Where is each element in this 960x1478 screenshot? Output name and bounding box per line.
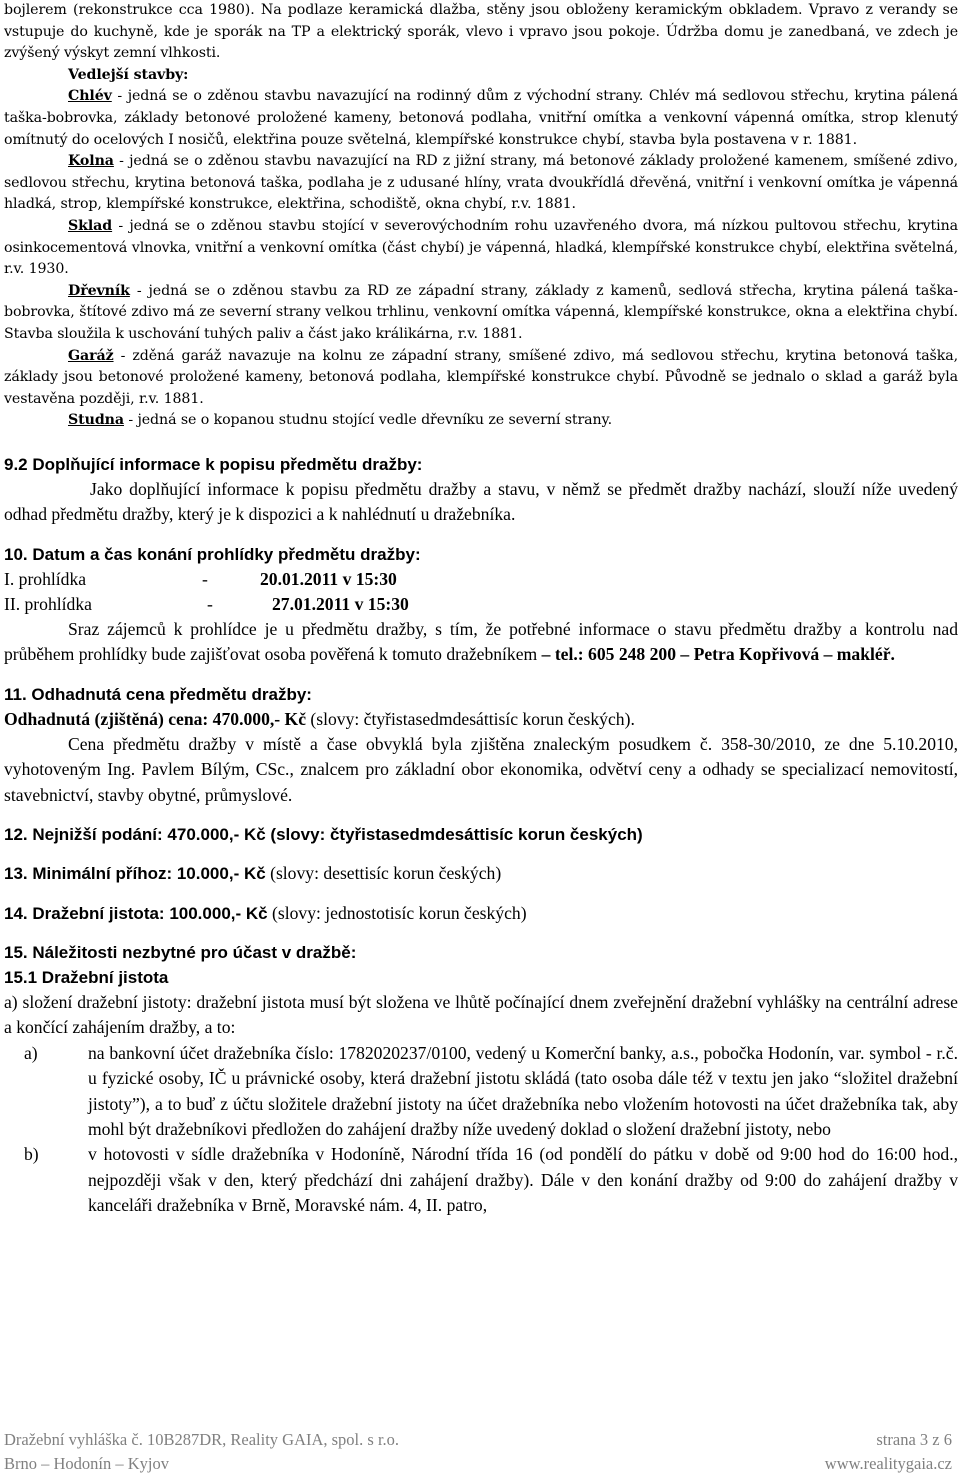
drevnik-paragraph: Dřevník - jedná se o zděnou stavbu za RD ze západní strany, základy z kamenů, sedlová střecha, krytina pálená taška-bobrovka, štítové zdivo má ze severní strany velkou trhlinu, venkovní omítka vápenná, klempířské konstrukce, okna a elektřina chybí. Stavba sloužila k uschování tuhých paliv a část jako králikárna, r.v. 1881. xyxy=(4,282,958,342)
page-number: strana 3 z 6 xyxy=(876,1430,952,1449)
sklad-label: Sklad xyxy=(68,217,113,234)
section-11-text: Cena předmětu dražby v místě a čase obvyklá byla zjištěna znaleckým posudkem č. 358-30/2010, ze dne 5.10.2010, vyhotoveným Ing. Pavlem Bílým, CSc., znalcem pro základní obor ekonomika, odvětví ceny a odhady se specializací nemovitostí, stavebnictví, stavby obytné, průmyslové. xyxy=(4,733,958,805)
section-9-2-heading: 9.2 Doplňující informace k popisu předmětu dražby: xyxy=(4,454,423,474)
contact-line: – tel.: 605 248 200 – Petra Kopřivová – makléř. xyxy=(541,644,895,665)
list-item: b) v hotovosti v sídle dražebníka v Hodoníně, Národní třída 16 (od pondělí do pátku v době od 9:00 hod do 16:00 hod., nejpozději však v den, který předchází dni zahájení dražby). Dále v den konání dražby od 9:00 do zahájení dražby v kanceláři dražebníka v Brně, Moravské nám. 4, II. patro, xyxy=(24,1144,958,1216)
list-marker: a) xyxy=(24,1042,38,1063)
document-page xyxy=(4,0,958,1219)
chlev-paragraph: Chlév - jedná se o zděnou stavbu navazující na rodinný dům z východní strany. Chlév má sedlovou střechu, krytina pálená taška-bobrovka, základy betonové proložené kameny, betonová podlaha, vnitřní omítka a venkovní vápenná omítka, strop klenutý omítnutý do ocelových I nosičů, elektřina pouze světelná, klempířské konstrukce chybí, stavba byla postavena v r. 1881. xyxy=(4,88,958,148)
list-item: a) na bankovní účet dražebníka číslo: 1782020237/0100, vedený u Komerční banky, a.s., pobočka Hodonín, var. symbol - r.č. u fyzické osoby, IČ u právnické osoby, která dražební jistotu skládá (tato osoba dále též v textu jen jako “složitel dražební jistoty”), a to buď z účtu složitele dražební jistoty na účet dražebníka nebo vložením hotovosti na účet dražebníka tak, aby mohl být dražebníkovi předložen do zahájení dražby níže uvedený doklad o složení dražební jistoty, nebo xyxy=(24,1042,958,1139)
section-11-heading: 11. Odhadnutá cena předmětu dražby: xyxy=(4,684,312,704)
section-10-text: Sraz zájemců k prohlídce je u předmětu dražby, s tím, že potřebné informace o stavu předmětu dražby a kontrolu nad průběhem prohlídky bude zajišťovat osoba pověřená k tomuto dražebníkem – tel.: 605 248 200 – Petra Kopřivová – makléř. xyxy=(4,618,958,665)
footer-website: www.realitygaia.cz xyxy=(824,1454,952,1473)
vedlejsi-heading: Vedlejší stavby: xyxy=(68,66,189,83)
drevnik-label: Dřevník xyxy=(68,282,130,299)
section-9-2-text: Jako doplňující informace k popisu předmětu dražby a stavu, v němž se předmět dražby nachází, slouží níže uvedený odhad předmětu dražby, který je k dispozici a k nahlédnutí u dražebníka. xyxy=(4,478,958,525)
intro-paragraph: bojlerem (rekonstrukce cca 1980). Na podlaze keramická dlažba, stěny jsou obloženy keramickým obkladem. Vpravo z verandy se vstupuje do kuchyně, kde je sporák na TP a elektrický sporák, vlevo i vpravo jsou pokoje. Údržba domu je zanedbaná, ve zdech je zvýšený výskyt zemní vlhkosti. xyxy=(4,2,958,62)
studna-label: Studna xyxy=(68,412,124,429)
section-15-text: a) složení dražební jistoty: dražební jistota musí být složena ve lhůtě počínající dnem zveřejnění dražební vyhlášky na centrální adrese a končící zahájením dražby, a to: xyxy=(4,991,958,1038)
section-10-heading: 10. Datum a čas konání prohlídky předmětu dražby: xyxy=(4,544,421,564)
list-marker: b) xyxy=(24,1144,39,1165)
prohlidka-2-date: 27.01.2011 v 15:30 xyxy=(272,593,409,614)
footer-locations: Brno – Hodonín – Kyjov xyxy=(4,1454,169,1473)
prohlidka-2-row: II. prohlídka - 27.01.2011 v 15:30 xyxy=(4,592,958,617)
kolna-paragraph: Kolna - jedná se o zděnou stavbu navazující na RD z jižní strany, má betonové základy proložené kamenem, smíšené zdivo, sedlovou střechu, krytina betonová taška, podlaha je z udusané hlíny, vrata dvoukřídlá dřevěná, vnitřní i venkovní omítka je vápenná hladká, strop, klempířské konstrukce, elektřina, schodiště, okna chybí, r.v. 1881. xyxy=(4,153,958,213)
garaz-label: Garáž xyxy=(68,347,114,364)
prohlidka-1-row: I. prohlídka - 20.01.2011 v 15:30 xyxy=(4,567,958,592)
chlev-label: Chlév xyxy=(68,88,112,105)
prohlidka-1-date: 20.01.2011 v 15:30 xyxy=(260,568,397,589)
studna-paragraph: Studna - jedná se o kopanou studnu stojící vedle dřevníku ze severní strany. xyxy=(68,412,612,429)
section-14-line: 14. Dražební jistota: 100.000,- Kč (slovy: jednostotisíc korun českých) xyxy=(4,902,527,923)
section-13-line: 13. Minimální příhoz: 10.000,- Kč (slovy: desettisíc korun českých) xyxy=(4,863,502,884)
sklad-paragraph: Sklad - jedná se o zděnou stavbu stojící v severovýchodním rohu uzavřeného dvora, má nízkou pultovou střechu, krytina osinkocementová vlnovka, vnitřní a venkovní omítka (část chybí) je vápenná, hladká, klempířské konstrukce chybí, elektřina světelná, r.v. 1930. xyxy=(4,217,958,278)
section-12-line: 12. Nejnižší podání: 470.000,- Kč (slovy: čtyřistasedmdesáttisíc korun českých) xyxy=(4,825,643,845)
footer-doc-id: Dražební vyhláška č. 10B287DR, Reality GAIA, spol. s r.o. xyxy=(4,1430,400,1449)
garaz-paragraph: Garáž - zděná garáž navazuje na kolnu ze západní strany, smíšené zdivo, má sedlovou střechu, krytina betonová taška, základy jsou betonové proložené kameny, betonová podlaha, klempířské konstrukce chybí. Původně se jednalo o sklad a garáž byla vestavěna později, r.v. 1881. xyxy=(4,347,958,407)
kolna-label: Kolna xyxy=(68,153,114,170)
section-15-heading: 15. Náležitosti nezbytné pro účast v dražbě: xyxy=(4,942,357,962)
section-15-1-heading: 15.1 Dražební jistota xyxy=(4,967,169,987)
price-line: Odhadnutá (zjištěná) cena: 470.000,- Kč (slovy: čtyřistasedmdesáttisíc korun českých). xyxy=(4,708,635,729)
